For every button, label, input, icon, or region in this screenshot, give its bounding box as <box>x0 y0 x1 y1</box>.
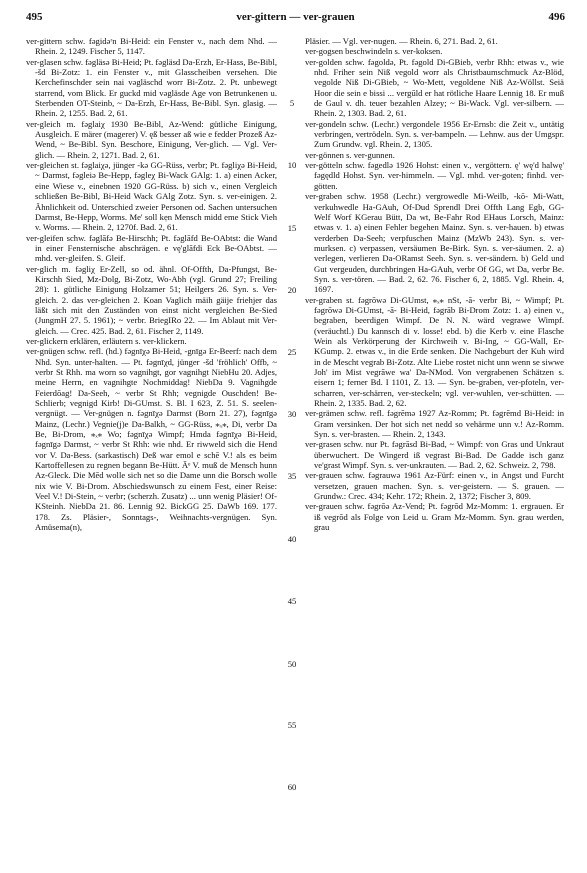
line-number: 50 <box>287 659 297 669</box>
dictionary-entry: ver-grauen schw. fəgrauwə 1961 Az-Fürf: einen v., in Angst und Furcht versetzen, grauen machen. Syn. s. ver-geistern. — S. grauen. — Grundw.: Crec. 434; Kehr. 172; Rhein. 2, 1372; Fischer 3, 809. <box>305 470 564 502</box>
dictionary-entry: ver-gleichen st. fəglaiχə, jünger -kə GG-Rüss, verbr; Pt. fəgliχə Bi-Heid, ~ Darmst, fəgleiə Be-Hepp, fəgleχ Bi-Wack GAlg: 1. a) einen Acker, eine Wiese v., einebnen 1920 GG-Rüss. b) sich v., einen Vergleich schließen Be-Bibl, Bi-Heid Wack GAlg Zotz. Syn. s. ver-einigen. 2. Ähnlichkeit od. Unterschied zweier Personen od. Sachen untersuchen Darmst, Be-Hepp, Worms. Me' soll kẹn Mensch midd eme Stick Vieh v. Worms. — Rhein. 2, 1270f. Bad. 2, 61. <box>26 160 277 233</box>
dictionary-entry: ver-grämen schw. refl. fəgrēmə 1927 Az-Romm; Pt. fəgrēmd Bi-Heid: in Gram versinken. Der hot sich net nedd so vehärme unn v.! Az-Romm. Syn. s. ver-brasten. — Rhein. 2, 1343. <box>305 408 564 440</box>
line-number: 10 <box>287 160 297 170</box>
dictionary-entry: ver-graben st. fəgrōwə Di-GUmst, ⁎ₓ⁎ nSt, -ā- verbr Bi, ~ Wimpf; Pt. fəgrōwə Di-GUmst, -ā- Bi-Heid, fəgrāb Bi-Drom Zotz: 1. a) einen v., begraben, beerdigen Wimpf. De N. N. wärd vegrawe Wimpf. (veräuchtl.) Du kannsch di v. losse! ebd. b) die Kerb v. eine Flasche Wein als Verkörperung der Kirchweih v. Bi-Ing, ~ GG-Wall, Er-KGump. 2. etwas v., in die Erde senken. Die Nachgeburt der Kuh wird in de Mescht vegrab Bi-Zotz. Alte Liebe rostet nicht unn wenn se siwwe Joh' im Mist vegrāwe wa' Da-NMod. Von vergrabenen Schätzen s. eisern 1; ferner Bd. I 1101, Z. 13. — Syn. be-graben, ver-pfoteln, ver-scharren, ver-schärren, ver-steckeln; vgl. ver-wuhlen, ver-schütten. — Rhein. 2, 1335. Bad. 2, 62. <box>305 294 564 409</box>
dictionary-entry: ver-gönnen s. ver-gunnen. <box>305 149 395 160</box>
dictionary-entry: ver-glasen schw. fəgläsə Bi-Heid; Pt. fəgläsd Da-Erzh, Er-Hass, Be-Bibl, -šd Bi-Zotz: 1. ein Fenster v., mit Glasscheiben versehen. Die Kerchefinschder sein nai vəgläschd worr Bi-Zotz. 2. Pt. unbewegt starrend, vom Blick. Er guckd mid vəgläsde Age von Betrunkenen u. Sterbenden OT-Steinb, ~ Da-Erzh, Er-Hass, Be-Bibl. Syn. glasig. — Rhein. 2, 1255. Bad. 2, 61. <box>26 56 277 119</box>
line-number: 25 <box>287 347 297 357</box>
line-number: 35 <box>287 471 297 481</box>
dictionary-entry: Pläsier. — Vgl. ver-nugen. — Rhein. 6, 271. Bad. 2, 61. <box>305 36 498 46</box>
dictionary-entry: ver-graben schw. 1958 (Lechr.) vergrowedle Mi-Weilb, -kō- Mi-Watt, verkuhwedle Ha-GAuh, Of-Dud Sprendl Drei Offth Lang Egb, GG-Welf Worf KGerau Bütt, Da wt, Be-Fahr Rod EHaus Lorsch, Mainz: etwas v. 1. a) einen Fehler begehen Mainz. Syn. s. ver-hauen. b) etwas verderben Da-Seeh; verpfuschen Mainz (MzWb 243). Syn. s. ver-murksen. c) verpassen, versäumen Be-Birk. Syn. s. ver-säumen. 2. a) verlegen, verlieren Da-ORamst Seeh. Syn. s. ver-sändern. b) Geld und Gut vergeuden, durchbringen Ha-GAuh, verbr Of GG, wt Da, verbr Be. Syn. s. ver-tören. — Bad. 2, 62. 76. Fischer 6, 2, 1885. Vgl. Rhein. 4, 1697. <box>305 191 564 295</box>
page-number-right: 496 <box>548 11 565 23</box>
dictionary-entry: ver-glich m. fəgliχ Er-Zell, so od. ähnl. Of-Offth, Da-Pfungst, Be-Kirschh Sied, Mz-Dolg, Bi-Zotz, Wo-Abh (vgl. Grund 27; Freiling 28): 1. gütliche Einigung Holzamer 51; Heilgers 26. Syn. s. Ver-gleich. 2. das ver-gleichen 2. Koan Vaglich mäih gäije friehjer das läßt sich mit den Zuständen von einst nicht vergleichen Be-Sied (JungmH 27. 5. 1961); ~ verbr. BriegIRo 22. — Im Ablaut mit Ver-gleich. — Crec. 425. Bad. 2, 61. Fischer 2, 1149. <box>26 263 277 336</box>
line-number: 55 <box>287 720 297 730</box>
dictionary-entry: ver-golden schw. fəgoldə, Pt. fəgold Di-GBieb, verbr Rhh: etwas v., wie nhd. Friher sein Niß vegold worr als Christbaumschmuck Az-Blöd, vegolde Niß Di-GBieb, ~ Wo-Mett, vegoldene Niß Az-Wöllst. Seiä Hoor die sein e bissi ... vergūld er hat rötliche Haare Lennig 18. Er muß de Gaul v. dh. teuer bezahlen Alzey; ~ Bi-Wack. Vgl. ver-silbern. — Rhein. 2, 1303. Bad. 2, 61. <box>305 56 564 119</box>
running-title: ver-gittern — ver-grauen <box>236 11 355 23</box>
dictionary-entry: ver-gleich m. fəglaiχ 1930 Be-Bibl, Az-Wend: gütliche Einigung, Ausgleich. E märer (magerer) V. ęß besser aß wie e fedder Prozeß Az-Wend, ~ Be-Bibl. Syn. Beschore, Einigung, Ver-glich. — Vgl. Ver-glich. — Rhein. 2, 1271. Bad. 2, 61. <box>26 118 277 160</box>
dictionary-entry: ver-gittern schw. fəgidəʳn Bi-Heid: ein Fenster v., nach dem Nhd. — Rhein. 2, 1249. Fischer 5, 1147. <box>26 36 277 57</box>
line-number: 30 <box>287 409 297 419</box>
dictionary-entry: ver-glickern erklären, erläutern s. ver-klickern. <box>26 335 187 346</box>
dictionary-entry: ver-gleifen schw. fəglāfə Be-Hirschh; Pt. fəglāfd Be-OAbtst: die Wand in einer Fensternische abschrägen. e vę'glāfdi Eck Be-OAbtst. — mhd. ver-gleifen. S. Gleif. <box>26 232 277 264</box>
line-number: 20 <box>287 285 297 295</box>
page-number-left: 495 <box>26 11 43 23</box>
line-number: 40 <box>287 534 297 544</box>
dictionary-entry: ver-grauen schw. fəgrōə Az-Vend; Pt. fəgrōd Mz-Momm: 1. ergrauen. Er iß vegrōd als Folge von Leid u. Gram Mz-Momm. Syn. grau werden, grau <box>305 501 564 533</box>
right-column <box>305 36 564 864</box>
dictionary-entry: ver-gogsen beschwindeln s. ver-koksen. <box>305 46 443 57</box>
dictionary-entry: ver-grasen schw. nur Pt. fəgrāsd Bi-Bad, ~ Wimpf: von Gras und Unkraut überwuchert. De Wingerd iß vegrast Bi-Bad. De Gadde isch ganz ve'grast Wimpf. Syn. s. ver-unkrauten. — Bad. 2, 62. Schweiz. 2, 798. <box>305 439 564 471</box>
dictionary-entry: ver-götteln schw. fəgedlə 1926 Hohst: einen v., vergöttern. ę' wę'd halwę' fəgędld Hohst. Syn. ver-himmeln. — Vgl. mhd. ver-goten; finhd. ver-götten. <box>305 160 564 191</box>
line-number: 60 <box>287 782 297 792</box>
line-number: 15 <box>287 223 297 233</box>
line-number: 5 <box>289 98 295 108</box>
dictionary-entry: ver-gondeln schw. (Lechr.) vergondele 1956 Er-Ernsb: die Zeit v., untätig verbringen, vertrödeln. Syn. s. ver-bampeln. — Lehnw. aus der Umgspr. Zum Grundw. vgl. Rhein. 2, 1305. <box>305 118 564 150</box>
line-number: 45 <box>287 596 297 606</box>
dictionary-entry: ver-gnügen schw. refl. (hd.) fəgnīχə Bi-Heid, -gnīgə Er-Beerf: nach dem Nhd. Syn. unter-halten. — Pt. fəgnīχd, jünger -šd 'fröhlich' Offb, ~ verbr St Rhh. ma worn so vagnihgt, gor vagnihgt NiebHu 20. Adjes, meine Herrn, en vagnihgte Nochmiddag! NiebDa 9. Vagnihgde Feierdōag! Da-Seeh, ~ verbr St Rhh; vegnigde Ouschden! Be-Schlierb; vegnigd Kirb! Di-GUmst. S. Bl. I 623, Z. 51. S. seelen-vergnügt. — Ver-gnügen n. fəgnīχə Darmst (Born 21. 27), fəgnīgə Mainz, (Lechr.) Vegnie(j)e Da-Balkh, ~ GG-Rüss, ⁎ₓ⁎, Di, verbr Da Be, Bi-Drom, ⁎ₓ⁎ Wo; fəgnīχə Wimpf; Hmda fəgnīχə Bi-Heid, fəgnīgə Darmst, ~ verbr St Rhh: wie nhd. Er riwweld sich die Hend vor V. Da-Bess. (sarkastisch) Deß war emol e schē V.! als es beim Kartoffellesen zu regnen begann Be-Hütt. Āᵉ V. muß de Mensch hunn Az-Gleck. Die Mēd wolle sich net so die Dame unn die Borsch wolle nix wie V. Bi-Drom. Abschiedswunsch zu einem Fest, einer Reise: Veel V.! Di-Stein, ~ verbr; (scherzh. Zusatz) ... unn wenig Pläsier! Of-KSteinh. NiebDa 21. 86. Lennig 92. BickGG 25. DaWb 169. 177. 178. Zs. Pläsier-, Sonntags-, Weihnachts-vergnügen. Syn. Amüsema(n), <box>26 346 277 533</box>
left-column <box>26 36 277 864</box>
page-header <box>26 11 565 25</box>
